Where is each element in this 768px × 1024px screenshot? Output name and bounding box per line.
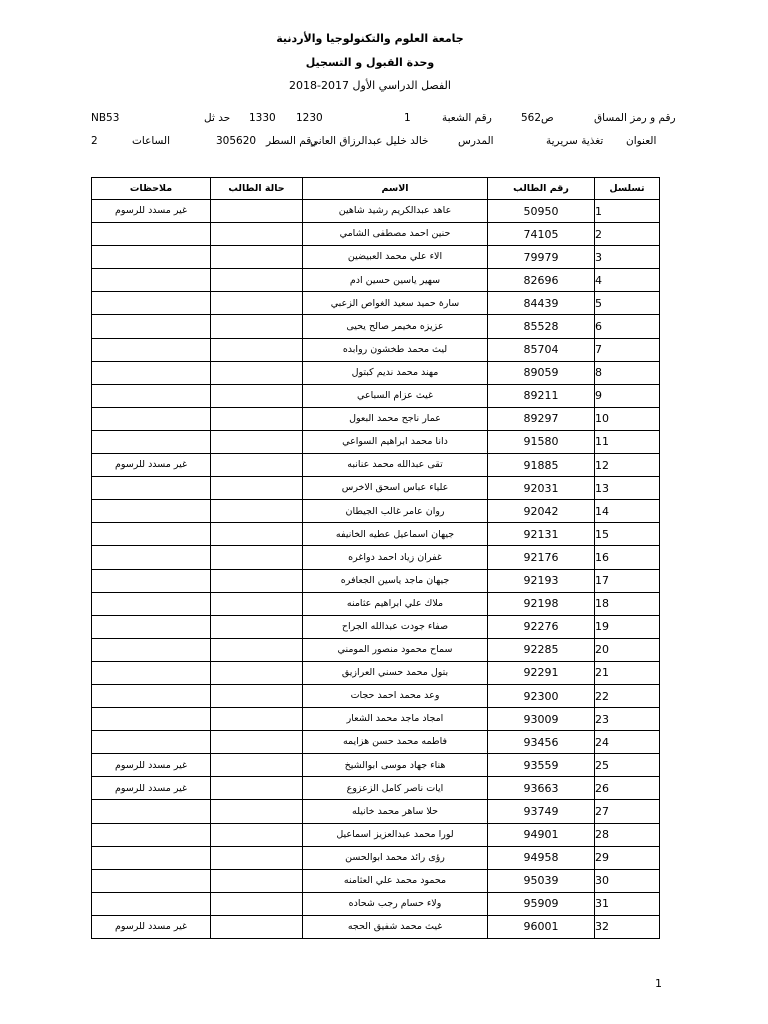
cell-serial: 22 [595,684,660,707]
cell-student-id: 93663 [488,777,595,800]
table-row [92,430,660,453]
student-roster-table [91,177,660,939]
cell-serial: 4 [595,269,660,292]
header-name: الاسم [303,178,488,200]
cell-serial: 21 [595,661,660,684]
cell-student-id: 92300 [488,684,595,707]
cell-serial: 19 [595,615,660,638]
cell-name: عزيزه مخيمر صالح يحيى [303,315,488,338]
cell-student-id: 74105 [488,223,595,246]
cell-serial: 28 [595,823,660,846]
cell-status [211,661,303,684]
cell-serial: 18 [595,592,660,615]
cell-student-id: 91580 [488,430,595,453]
cell-student-id: 92198 [488,592,595,615]
cell-serial: 17 [595,569,660,592]
cell-student-id: 95909 [488,892,595,915]
cell-student-id: 92042 [488,500,595,523]
cell-student-id: 84439 [488,292,595,315]
header-serial: تسلسل [595,178,660,200]
header-student-id: رقم الطالب [488,178,595,200]
instructor-label: المدرس [458,135,494,147]
table-row [92,823,660,846]
cell-notes: غير مسدد للرسوم [92,754,211,777]
cell-notes [92,869,211,892]
cell-serial: 7 [595,338,660,361]
cell-notes [92,569,211,592]
cell-name: ليث محمد طخشون روابده [303,338,488,361]
cell-student-id: 95039 [488,869,595,892]
cell-serial: 1 [595,200,660,223]
table-row [92,569,660,592]
cell-serial: 14 [595,500,660,523]
table-body [92,200,660,939]
section-label: رقم الشعبة [442,112,492,124]
cell-notes [92,246,211,269]
cell-student-id: 93559 [488,754,595,777]
cell-serial: 27 [595,800,660,823]
table-row [92,869,660,892]
cell-name: ايات ناصر كامل الزعزوع [303,777,488,800]
table-row [92,246,660,269]
cell-notes [92,384,211,407]
cell-status [211,915,303,938]
course-value: ص562 [521,112,554,124]
table-row [92,223,660,246]
cell-status [211,892,303,915]
cell-notes: غير مسدد للرسوم [92,777,211,800]
table-row [92,708,660,731]
cell-student-id: 94958 [488,846,595,869]
cell-student-id: 92276 [488,615,595,638]
cell-status [211,338,303,361]
header-notes: ملاحظات [92,178,211,200]
table-row [92,500,660,523]
cell-status [211,731,303,754]
cell-notes [92,731,211,754]
time-start: 1230 [296,112,323,124]
cell-notes [92,708,211,731]
hours-value: 2 [91,135,98,147]
cell-status [211,800,303,823]
course-label: رقم و رمز المساق [594,112,676,124]
cell-serial: 20 [595,638,660,661]
cell-serial: 15 [595,523,660,546]
table-row [92,615,660,638]
cell-status [211,615,303,638]
cell-student-id: 85528 [488,315,595,338]
cell-status [211,361,303,384]
cell-student-id: 92131 [488,523,595,546]
cell-status [211,315,303,338]
cell-name: روان عامر غالب الجيطان [303,500,488,523]
cell-status [211,777,303,800]
cell-name: غيث محمد شفيق الحجه [303,915,488,938]
cell-student-id: 93009 [488,708,595,731]
days: حد ثل [204,112,231,124]
cell-serial: 9 [595,384,660,407]
cell-serial: 25 [595,754,660,777]
cell-name: عاهد عبدالكريم رشيد شاهين [303,200,488,223]
cell-notes [92,292,211,315]
cell-notes [92,430,211,453]
cell-status [211,384,303,407]
cell-status [211,200,303,223]
cell-notes [92,338,211,361]
cell-status [211,407,303,430]
cell-student-id: 92031 [488,477,595,500]
cell-serial: 26 [595,777,660,800]
cell-notes [92,546,211,569]
table-row [92,269,660,292]
cell-serial: 11 [595,430,660,453]
cell-student-id: 50950 [488,200,595,223]
table-row [92,754,660,777]
cell-student-id: 92285 [488,638,595,661]
line-label: رقم السطر [266,135,317,147]
instructor-value: خالد خليل عبدالرزاق العاني [310,135,429,147]
cell-name: الاء علي محمد العبيضين [303,246,488,269]
cell-name: رؤى رائد محمد ابوالحسن [303,846,488,869]
table-header-row [92,178,660,200]
cell-name: سماح محمود منصور المومني [303,638,488,661]
table-row [92,661,660,684]
cell-status [211,454,303,477]
cell-name: فاطمه محمد حسن هزايمه [303,731,488,754]
cell-student-id: 89211 [488,384,595,407]
cell-name: سارة حميد سعيد الغواص الزعبي [303,292,488,315]
cell-name: ملاك علي ابراهيم عثامنه [303,592,488,615]
table-row [92,315,660,338]
cell-name: لورا محمد عبدالعزيز اسماعيل [303,823,488,846]
cell-notes [92,315,211,338]
cell-status [211,638,303,661]
header-status: حالة الطالب [211,178,303,200]
cell-notes [92,223,211,246]
table-row [92,546,660,569]
cell-notes: غير مسدد للرسوم [92,915,211,938]
cell-student-id: 93456 [488,731,595,754]
table-row [92,915,660,938]
cell-student-id: 92291 [488,661,595,684]
time-end: 1330 [249,112,276,124]
cell-serial: 5 [595,292,660,315]
cell-notes [92,523,211,546]
cell-student-id: 89297 [488,407,595,430]
cell-student-id: 92176 [488,546,595,569]
cell-name: حلا ساهر محمد خانيله [303,800,488,823]
cell-student-id: 85704 [488,338,595,361]
cell-name: مهند محمد نديم كبتول [303,361,488,384]
table-row [92,846,660,869]
cell-status [211,684,303,707]
cell-notes [92,846,211,869]
cell-status [211,292,303,315]
cell-notes: غير مسدد للرسوم [92,454,211,477]
cell-serial: 30 [595,869,660,892]
cell-notes [92,477,211,500]
table-row [92,638,660,661]
cell-student-id: 82696 [488,269,595,292]
table-row [92,777,660,800]
cell-status [211,708,303,731]
cell-serial: 24 [595,731,660,754]
cell-serial: 32 [595,915,660,938]
cell-name: بتول محمد حسني العرازيق [303,661,488,684]
cell-serial: 10 [595,407,660,430]
cell-status [211,546,303,569]
cell-name: محمود محمد علي العثامنه [303,869,488,892]
title-label: العنوان [626,135,657,147]
page-number: 1 [655,977,662,990]
section-value: 1 [404,112,411,124]
cell-serial: 8 [595,361,660,384]
cell-name: ولاء حسام رجب شحاده [303,892,488,915]
cell-notes [92,638,211,661]
cell-name: جيهان ماجد ياسين الجعافره [303,569,488,592]
cell-notes [92,615,211,638]
cell-serial: 13 [595,477,660,500]
hours-label: الساعات [132,135,171,147]
cell-serial: 2 [595,223,660,246]
table-row [92,892,660,915]
cell-name: دانا محمد ابراهيم السواعي [303,430,488,453]
cell-student-id: 91885 [488,454,595,477]
table-row [92,592,660,615]
table-row [92,477,660,500]
cell-student-id: 94901 [488,823,595,846]
cell-name: تقى عبدالله محمد عنانبه [303,454,488,477]
cell-name: عمار ناجح محمد البعول [303,407,488,430]
cell-status [211,754,303,777]
cell-notes [92,661,211,684]
cell-student-id: 79979 [488,246,595,269]
cell-status [211,477,303,500]
cell-name: غفران زياد احمد دواغره [303,546,488,569]
title-value: تغذية سريرية [546,135,604,147]
table-row [92,454,660,477]
cell-notes [92,361,211,384]
table-row [92,684,660,707]
line-value: 305620 [216,135,257,147]
cell-notes [92,800,211,823]
cell-name: وعد محمد احمد حجات [303,684,488,707]
cell-status [211,823,303,846]
cell-student-id: 92193 [488,569,595,592]
unit-name: وحدة القبول و التسجيل [305,56,435,69]
cell-student-id: 96001 [488,915,595,938]
cell-status [211,269,303,292]
table-row [92,384,660,407]
cell-name: هناء جهاد موسى ابوالشيخ [303,754,488,777]
cell-notes [92,892,211,915]
cell-serial: 12 [595,454,660,477]
cell-status [211,430,303,453]
cell-name: جيهان اسماعيل عطيه الخانيفه [303,523,488,546]
cell-name: امجاد ماجد محمد الشعار [303,708,488,731]
cell-notes [92,684,211,707]
cell-status [211,869,303,892]
cell-serial: 6 [595,315,660,338]
cell-student-id: 89059 [488,361,595,384]
cell-name: علياء عباس اسحق الاخرس [303,477,488,500]
cell-status [211,592,303,615]
cell-status [211,500,303,523]
cell-notes [92,592,211,615]
cell-serial: 3 [595,246,660,269]
table-row [92,523,660,546]
table-row [92,292,660,315]
cell-notes [92,500,211,523]
cell-status [211,223,303,246]
semester: الفصل الدراسي الأول 2017-2018 [289,79,451,92]
cell-name: حنين احمد مصطفى الشامي [303,223,488,246]
table-row [92,361,660,384]
cell-notes: غير مسدد للرسوم [92,200,211,223]
table-row [92,731,660,754]
cell-status [211,846,303,869]
university-name: جامعة العلوم والتكنولوجيا والأردنية [276,32,464,45]
table-row [92,800,660,823]
cell-notes [92,823,211,846]
cell-serial: 29 [595,846,660,869]
table-row [92,200,660,223]
cell-status [211,246,303,269]
room: NB53 [91,112,120,124]
cell-name: صفاء جودت عبدالله الجراح [303,615,488,638]
table-row [92,407,660,430]
cell-name: سهير ياسين حسين ادم [303,269,488,292]
cell-serial: 16 [595,546,660,569]
cell-name: غيث عزام السباعي [303,384,488,407]
cell-serial: 31 [595,892,660,915]
cell-status [211,569,303,592]
cell-notes [92,269,211,292]
cell-status [211,523,303,546]
table-row [92,338,660,361]
cell-notes [92,407,211,430]
cell-serial: 23 [595,708,660,731]
cell-student-id: 93749 [488,800,595,823]
